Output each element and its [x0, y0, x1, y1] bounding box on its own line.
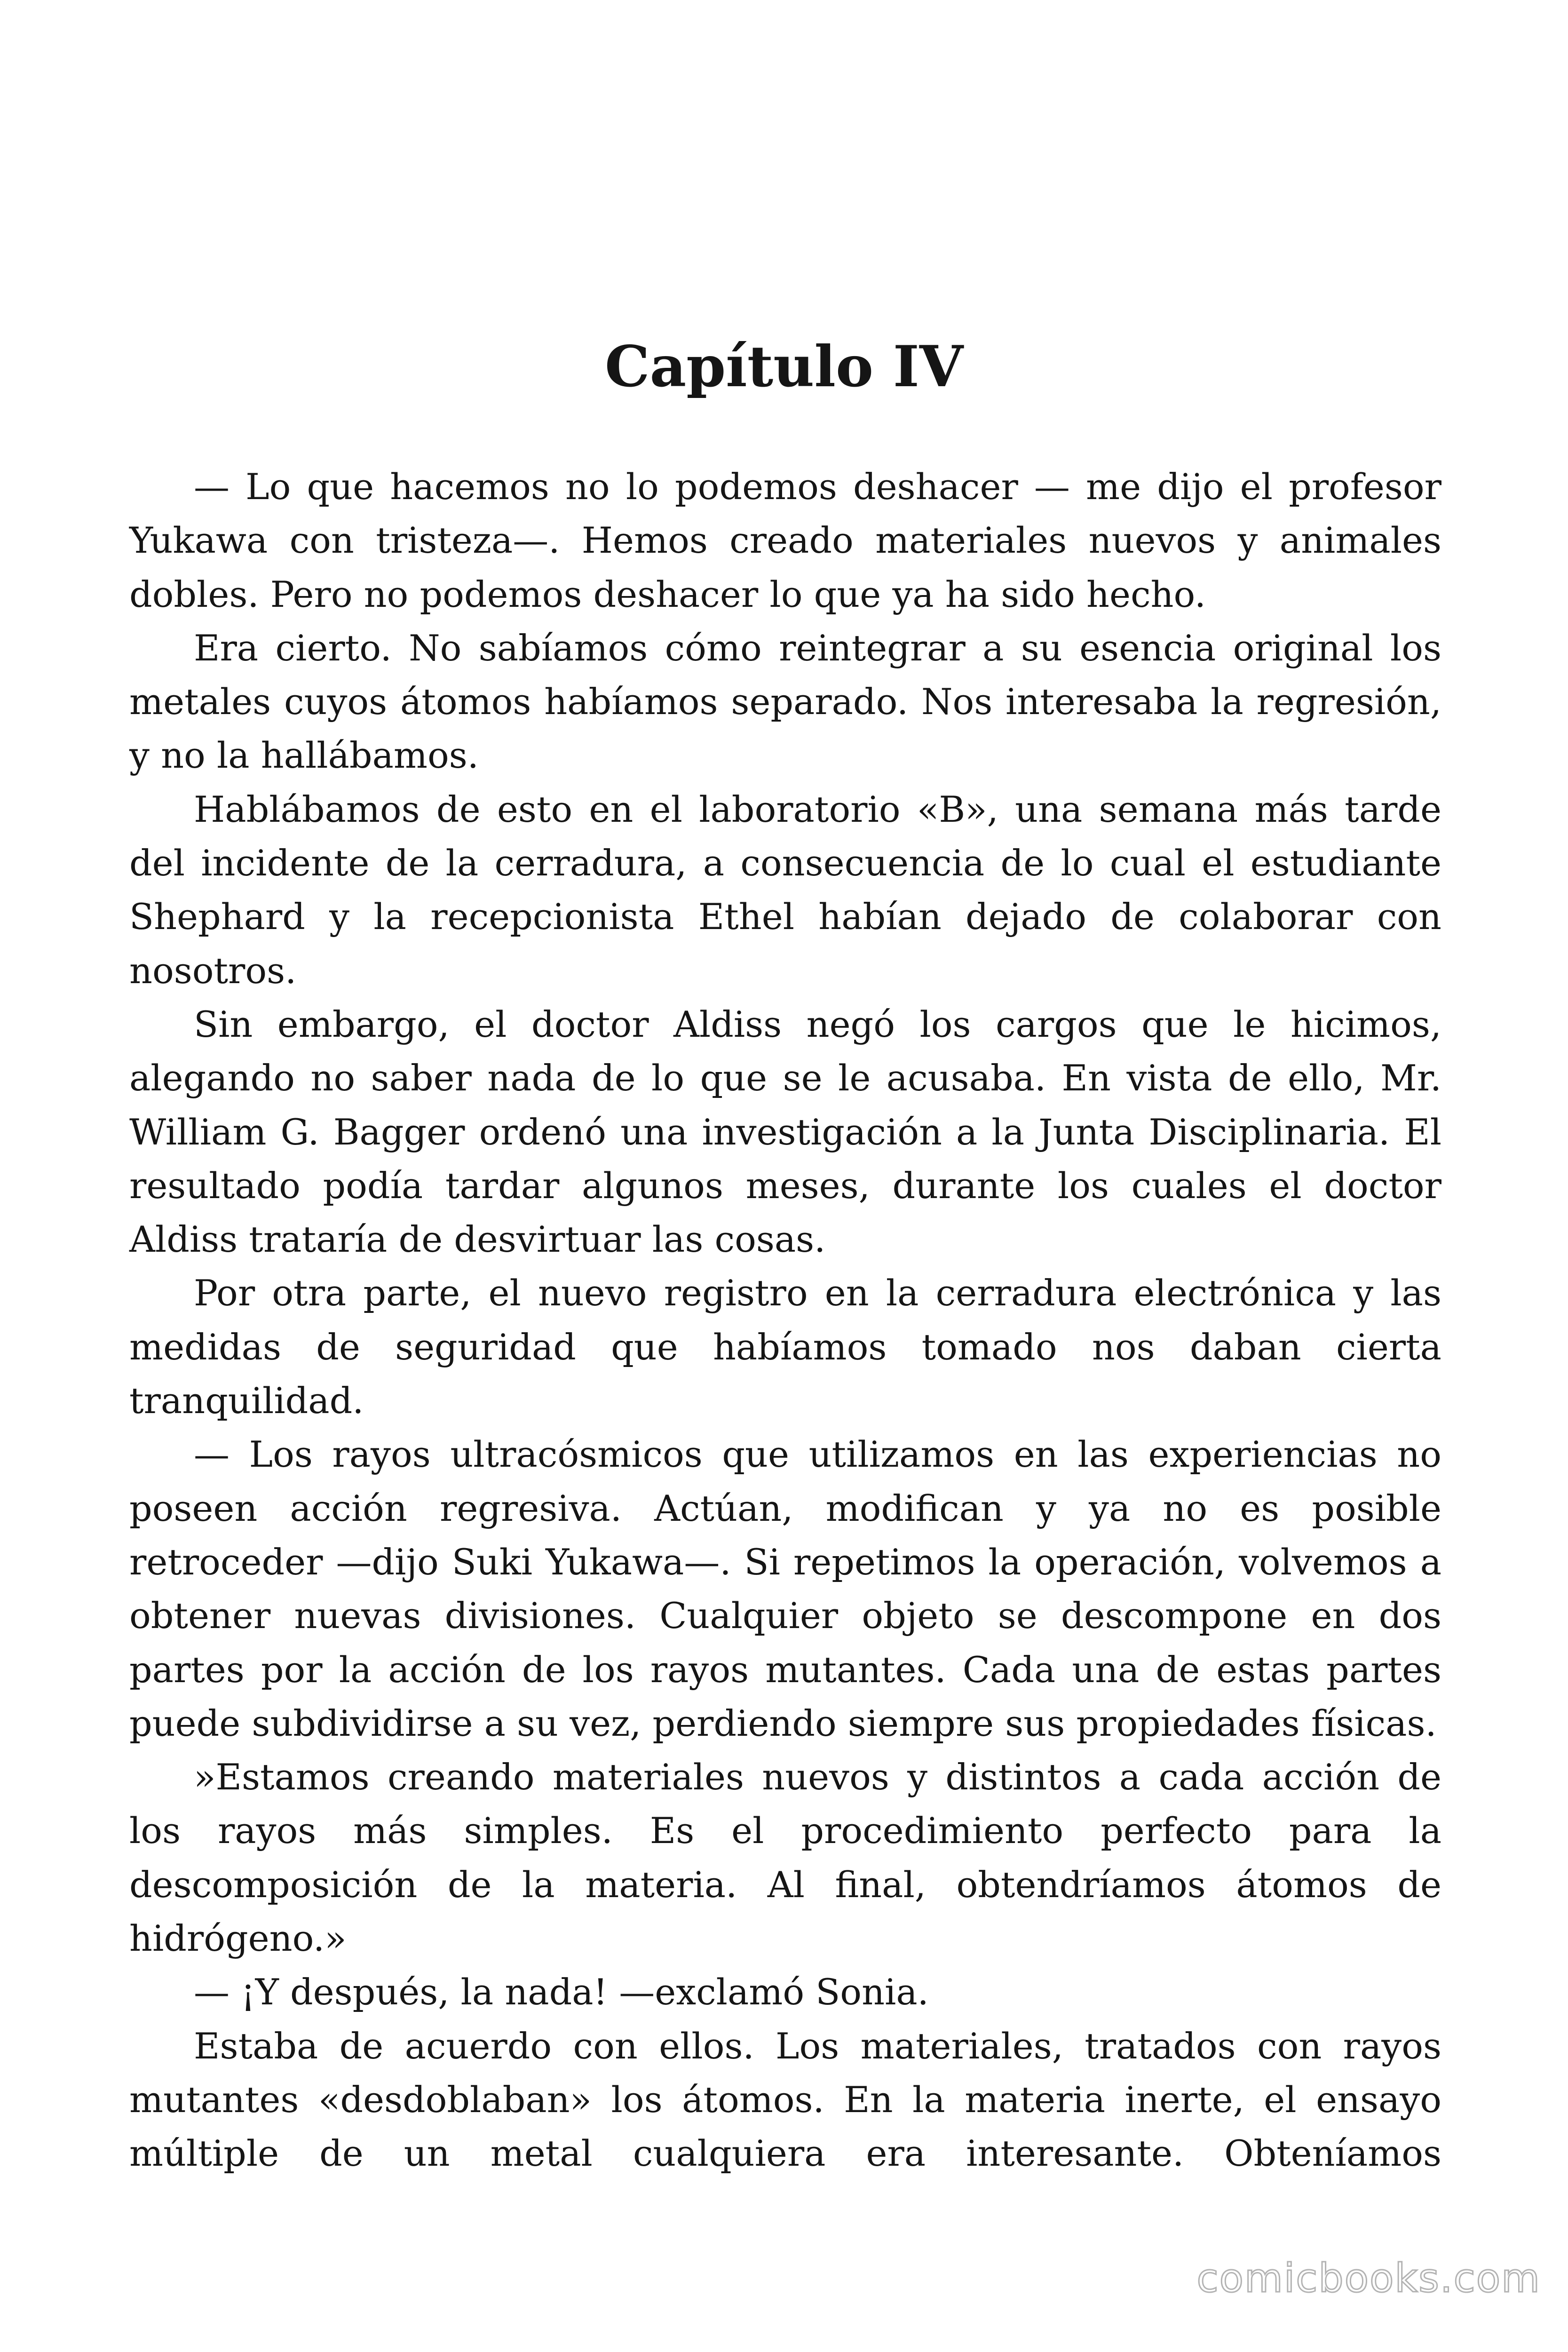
paragraph: Por otra parte, el nuevo registro en la cerradura electrónica y las medidas de seguridad que habíamos tomado nos daban cierta tranquilidad. [129, 1272, 1441, 1422]
watermark: comicbooks.com [1196, 2255, 1541, 2301]
paragraph: — Los rayos ultracósmicos que utilizamos en las experiencias no poseen acción regresiva. Actúan, modifican y ya no es posible retroceder —dijo Suki Yukawa—. Si repetimos la operación, volvemos a obtener nuevas divisiones. Cualquier objeto se descompone en dos partes por la acción de los rayos mutantes. Cada una de estas partes puede subdividirse a su vez, perdiendo siempre sus propiedades físicas. [129, 1433, 1441, 1744]
paragraph: Sin embargo, el doctor Aldiss negó los cargos que le hicimos, alegando no saber nada de lo que se le acusaba. En vista de ello, Mr. William G. Bagger ordenó una investigación a la Junta Disciplinaria. El resultado podía tardar algunos meses, durante los cuales el doctor Aldiss trataría de desvirtuar las cosas. [129, 1003, 1441, 1261]
paragraph: »Estamos creando materiales nuevos y distintos a cada acción de los rayos más simples. Es el procedimiento perfecto para la descomposición de la materia. Al final, obtendríamos átomos de hidrógeno.» [129, 1756, 1441, 1960]
chapter-body [129, 460, 1441, 2181]
chapter-title: Capítulo IV [604, 334, 964, 400]
paragraph: — Lo que hacemos no lo podemos deshacer — me dijo el profesor Yukawa con tristeza—. Hemos creado materiales nuevos y animales dobles. Pero no podemos deshacer lo que ya ha sido hecho. [129, 466, 1441, 615]
paragraph: Estaba de acuerdo con ellos. Los materiales, tratados con rayos mutantes «desdoblaban» los átomos. En la materia inerte, el ensayo múltiple de un metal cualquiera era interesante. Obteníamos [129, 2025, 1441, 2175]
paragraph: Era cierto. No sabíamos cómo reintegrar a su esencia original los metales cuyos átomos habíamos separado. Nos interesaba la regresión, y no la hallábamos. [129, 627, 1441, 777]
paragraph: Hablábamos de esto en el laboratorio «B», una semana más tarde del incidente de la cerradura, a consecuencia de lo cual el estudiante Shephard y la recepcionista Ethel habían dejado de colaborar con nosotros. [129, 788, 1441, 992]
paragraph: — ¡Y después, la nada! —exclamó Sonia. [194, 1971, 929, 2013]
